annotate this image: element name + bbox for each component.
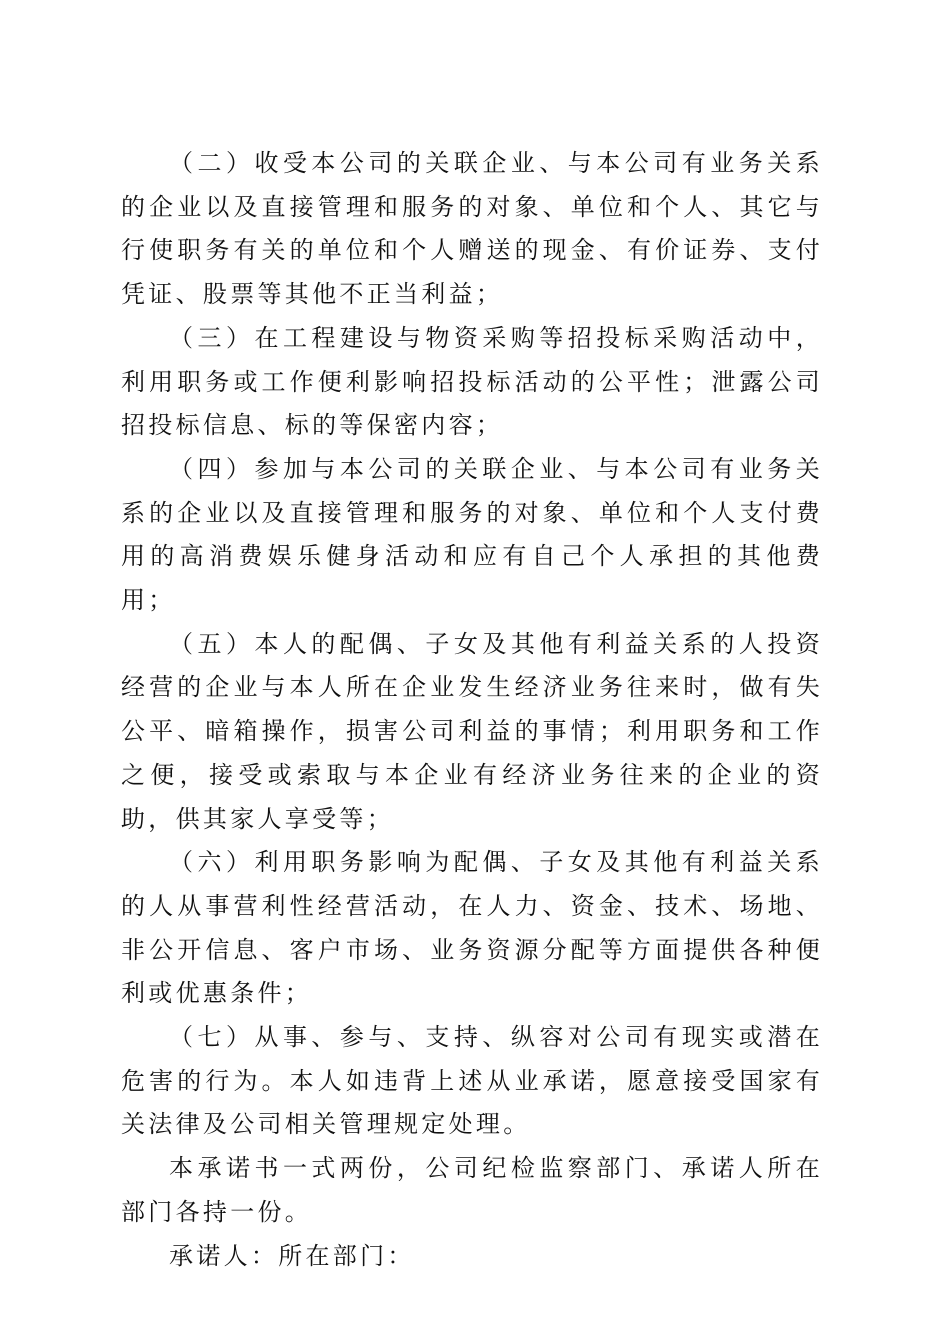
document-body	[121, 142, 823, 1278]
paragraph-item-5: （五）本人的配偶、子女及其他有利益关系的人投资经营的企业与本人所在企业发生经济业务往来时，做有失公平、暗箱操作，损害公司利益的事情；利用职务和工作之便，接受或索取与本企业有经济业务往来的企业的资助，供其家人享受等；	[121, 629, 823, 833]
paragraph-item-3: （三）在工程建设与物资采购等招投标采购活动中，利用职务或工作便利影响招投标活动的公平性；泄露公司招投标信息、标的等保密内容；	[121, 323, 823, 440]
paragraph-item-4: （四）参加与本公司的关联企业、与本公司有业务关系的企业以及直接管理和服务的对象、单位和个人支付费用的高消费娱乐健身活动和应有自己个人承担的其他费用；	[121, 454, 823, 615]
copies-statement: 本承诺书一式两份，公司纪检监察部门、承诺人所在部门各持一份。	[121, 1154, 823, 1226]
paragraph-item-6: （六）利用职务影响为配偶、子女及其他有利益关系的人从事营利性经营活动，在人力、资金、技术、场地、非公开信息、客户市场、业务资源分配等方面提供各种便利或优惠条件；	[121, 848, 823, 1008]
signature-line: 承诺人：所在部门：	[169, 1241, 415, 1270]
paragraph-item-2: （二）收受本公司的关联企业、与本公司有业务关系的企业以及直接管理和服务的对象、单位和个人、其它与行使职务有关的单位和个人赠送的现金、有价证券、支付凭证、股票等其他不正当利益；	[121, 149, 823, 309]
paragraph-item-7: （七）从事、参与、支持、纵容对公司有现实或潜在危害的行为。本人如违背上述从业承诺，愿意接受国家有关法律及公司相关管理规定处理。	[121, 1023, 823, 1139]
